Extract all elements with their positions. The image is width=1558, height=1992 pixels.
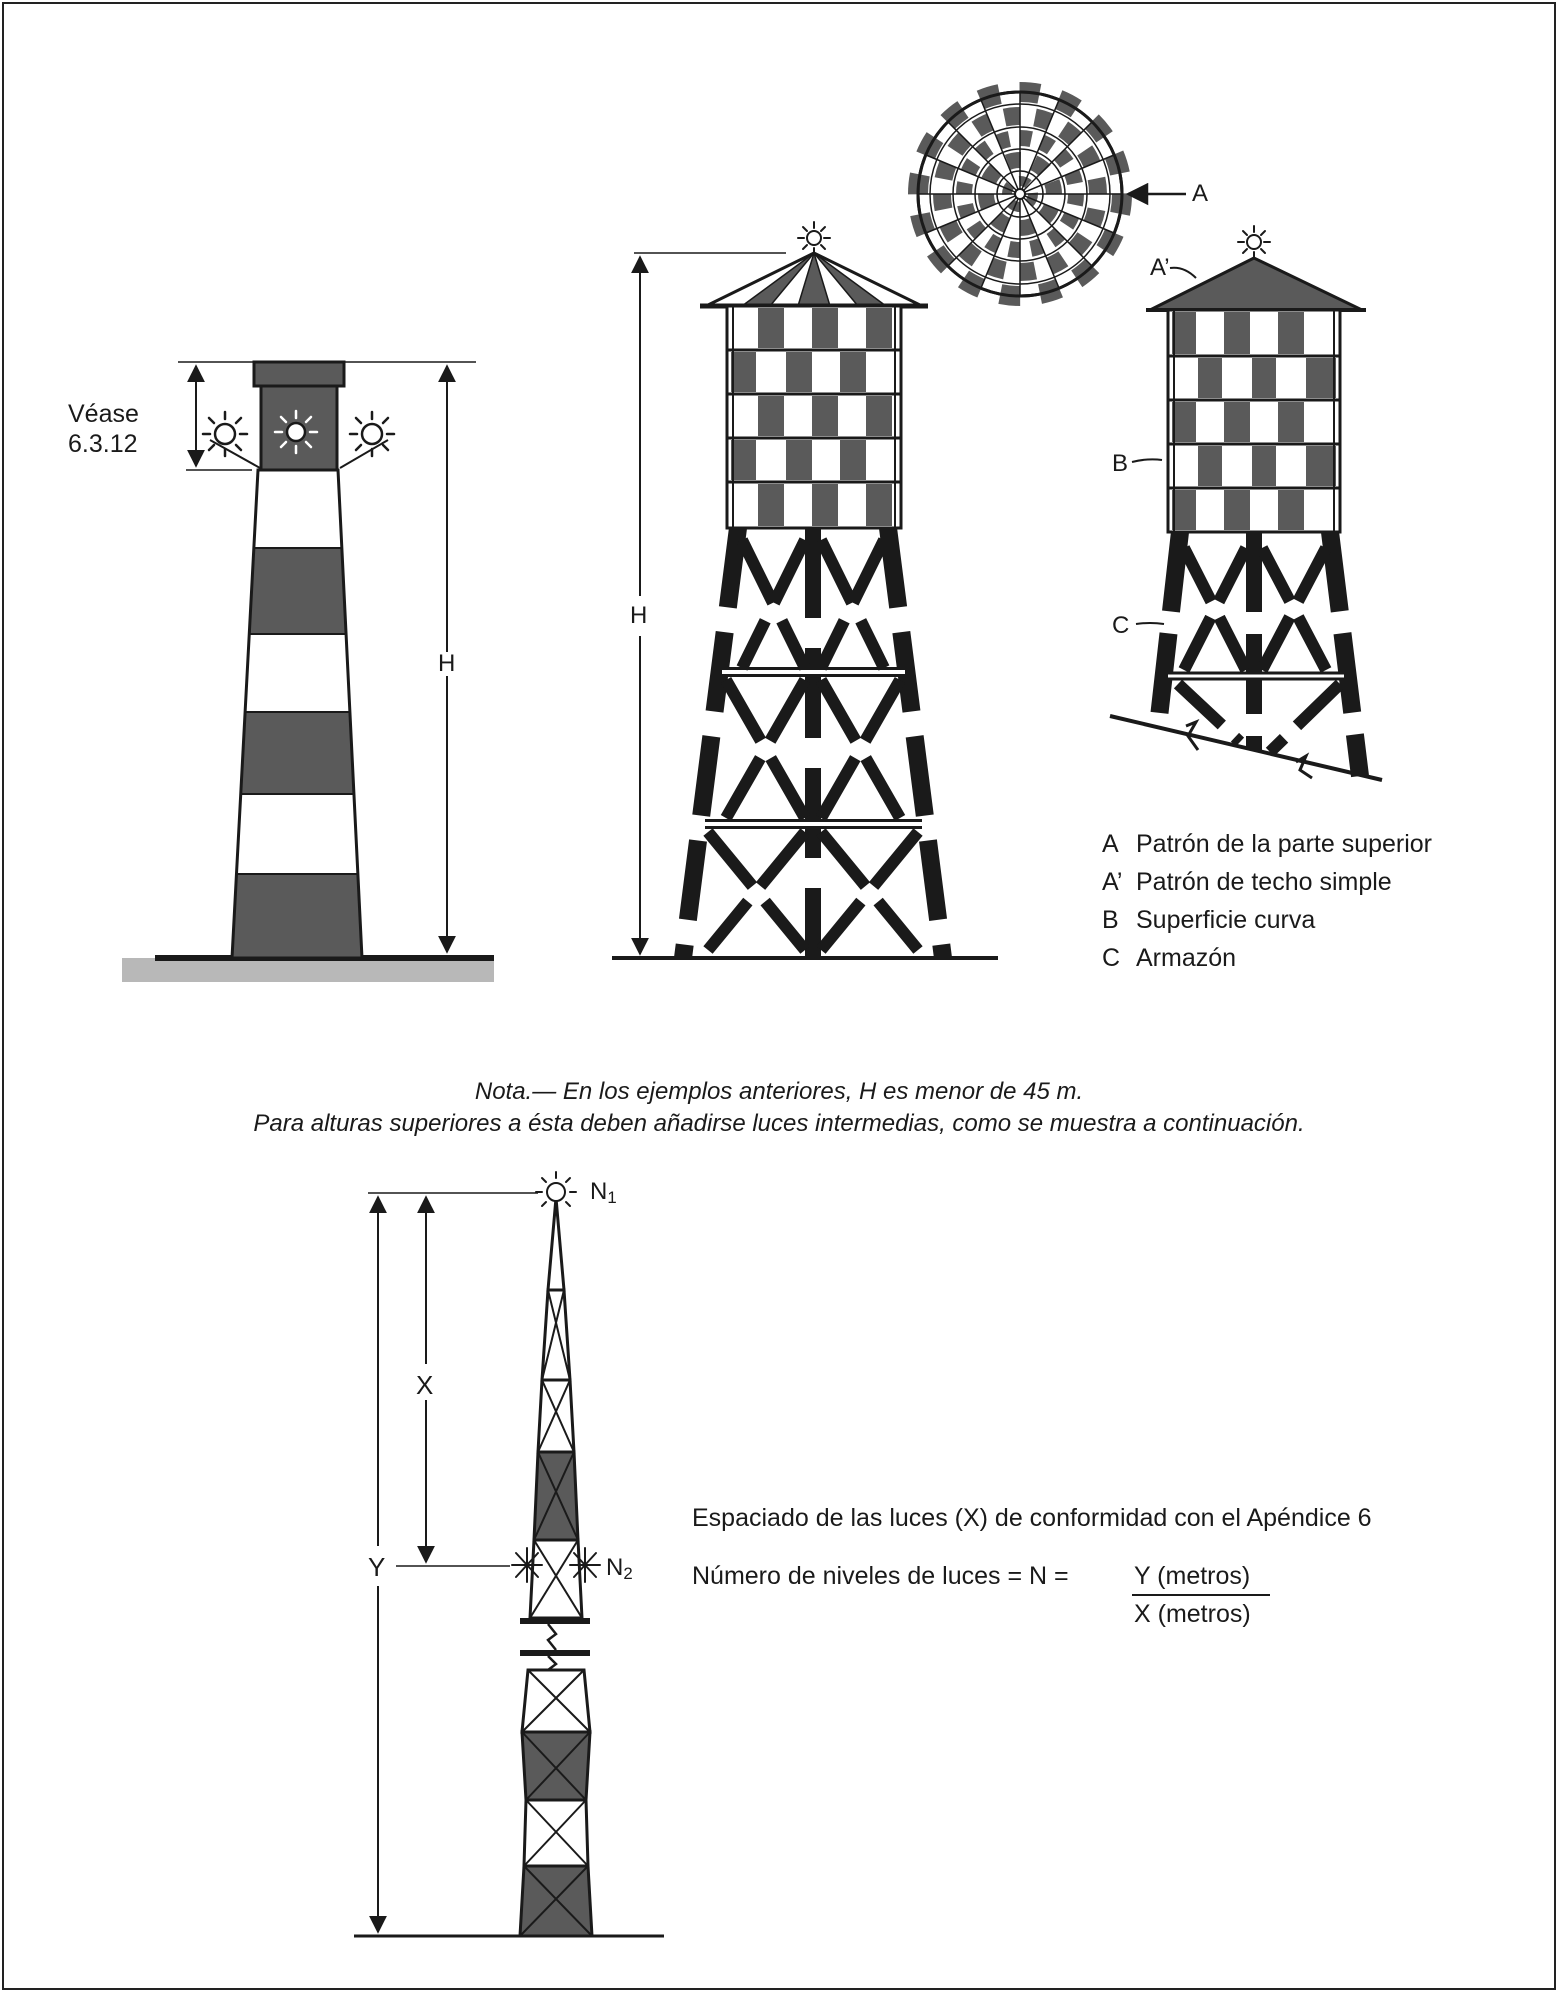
legend-item-c: C Armazón (1102, 944, 1237, 972)
formula-denominator: X (metros) (1134, 1600, 1251, 1628)
tower-top-light-icon (798, 222, 830, 254)
mast-top-light-n1-icon (536, 1172, 576, 1212)
h-label-tower: H (630, 602, 648, 629)
lighthouse-light-left-icon (203, 412, 247, 456)
note-line-2: Para alturas superiores a ésta deben añadirse luces intermedias, como se muestra a continuación. (253, 1110, 1305, 1137)
spacing-text: Espaciado de las luces (X) de conformidad con el Apéndice 6 (692, 1504, 1372, 1532)
roof-top-pattern-disc (918, 92, 1186, 296)
label-a: A (1192, 180, 1209, 207)
label-x: X (416, 1370, 434, 1400)
label-c: C (1112, 612, 1130, 639)
lighthouse-ground (122, 958, 494, 982)
pointer-c (1136, 623, 1164, 624)
pointer-a-prime (1170, 268, 1196, 278)
tower-leg-left (683, 528, 738, 958)
label-y: Y (368, 1552, 386, 1582)
lighthouse-bands (200, 548, 400, 958)
lighthouse-light-center-icon (275, 411, 317, 453)
lighthouse-cap (254, 362, 344, 386)
small-tower-roof (1150, 254, 1362, 310)
pointer-b (1132, 459, 1162, 462)
label-a-prime: A’ (1150, 254, 1170, 281)
small-tower-leg-right (1330, 532, 1360, 776)
legend-item-b: B Superficie curva (1102, 906, 1316, 934)
small-tower-leg-left (1158, 532, 1180, 726)
mast-intermediate-light-n2-right-icon (570, 1548, 600, 1582)
vease-ref-label: 6.3.12 (68, 430, 138, 458)
tower-leg-right (888, 528, 943, 958)
small-tower-light-icon (1238, 226, 1270, 258)
legend-item-a: A Patrón de la parte superior (1102, 830, 1433, 858)
note-line-1: Nota.— En los ejemplos anteriores, H es menor de 45 m. (474, 1078, 1084, 1105)
formula-fraction-bar (1132, 1594, 1270, 1596)
h-label-lighthouse: H (438, 650, 456, 677)
lighthouse-light-right-icon (350, 412, 394, 456)
small-tower-structure (1110, 254, 1382, 780)
water-tower-structure (612, 253, 998, 958)
formula-numerator: Y (metros) (1134, 1562, 1251, 1590)
legend-item-a-prime: A’ Patrón de techo simple (1102, 868, 1392, 896)
mast-intermediate-light-n2-left-icon (512, 1548, 542, 1582)
label-n2: $N_2$ (606, 1554, 633, 1584)
formula-left: Número de niveles de luces = N = (692, 1562, 1069, 1590)
label-b: B (1112, 450, 1129, 477)
label-n1: $N_1$ (590, 1178, 617, 1208)
vease-label: Véase (68, 400, 139, 428)
